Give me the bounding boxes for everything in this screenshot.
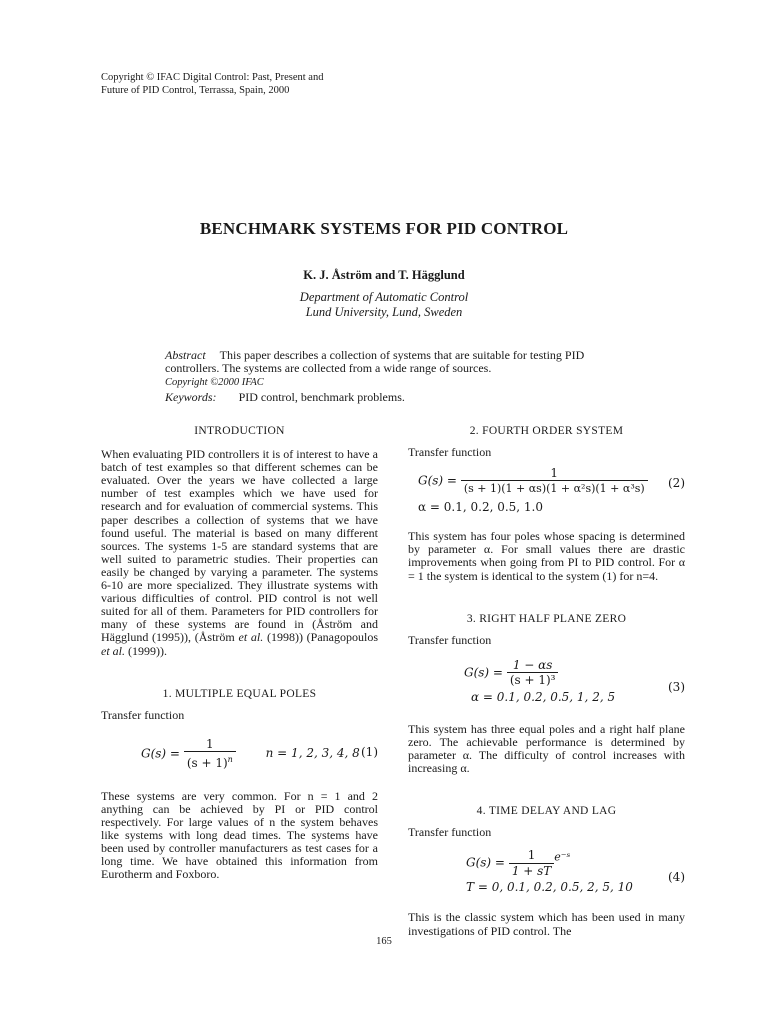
keywords [165, 390, 625, 405]
transfer-function-label-2: Transfer function [408, 445, 492, 460]
eq1-denominator [184, 751, 236, 770]
eq1-lhs: G(s) = [141, 746, 180, 761]
equation-2 [418, 467, 685, 501]
copyright-line-2: Future of PID Control, Terrassa, Spain, 2000 [101, 85, 290, 96]
affiliation [0, 290, 768, 320]
eq1-condition: n = 1, 2, 3, 4, 8 [265, 746, 360, 761]
eq1-fraction [184, 738, 236, 770]
intro-text-a: When evaluating PID controllers it is of interest to have a batch of test examples so that different schemes can be evaluated. Over the years we have collected a large number of test examples which we have used for research and for evaluation of commercial systems. This paper describes a collection of systems that we have found useful. The material is based on many different sources. The systems 1-5 are standard systems that are well suited to parametric studies. Their properties can easily be changed by varying a parameter. The systems 6-10 are more specialized. They illustrate systems with various difficulties of control. PID control is not well suited for all of them. Parameters for PID controllers for many of these systems are found in (Åström and Hägglund (1995)), (Åström [101, 447, 378, 645]
transfer-function-label-4: Transfer function [408, 825, 492, 840]
abstract-copyright: Copyright ©2000 IFAC [165, 377, 264, 388]
section-heading-4: 4. TIME DELAY AND LAG [476, 805, 617, 818]
eq1-number: (1) [361, 744, 378, 759]
copyright-notice [101, 71, 401, 97]
eq3-numerator: 1 − αs [512, 657, 553, 672]
keywords-text: PID control, benchmark problems. [238, 390, 405, 404]
section-heading-3: 3. RIGHT HALF PLANE ZERO [466, 612, 627, 625]
left-column [101, 425, 378, 881]
eq2-denominator: (s + 1)(1 + αs)(1 + α²s)(1 + α³s) [461, 480, 648, 495]
eq4-lhs: G(s) = [466, 856, 505, 870]
right-column [408, 425, 685, 938]
eq4-number: (4) [668, 870, 685, 885]
eq4-denominator: 1 + sT [509, 863, 554, 878]
copyright-line-1: Copyright © IFAC Digital Control: Past, Present and [101, 72, 324, 83]
intro-text-b: (1998)) (Panagopoulos [263, 630, 379, 645]
transfer-function-label-3: Transfer function [408, 632, 492, 647]
section-4-paragraph: This is the classic system which has been used in many investigations of PID control. The [408, 910, 685, 938]
section-1-paragraph: These systems are very common. For n = 1 and 2 anything can be achieved by PI or PID control respectively. For large values of n the system behaves like systems with long dead times. The systems have been used by controller manufacturers as test cases for a long time. We have obtained this information from Eurotherm and Foxboro. [101, 788, 378, 882]
eq2-numerator: 1 [550, 466, 559, 481]
abstract [165, 349, 625, 389]
eq2-fraction [461, 467, 648, 495]
equation-3 [464, 659, 685, 691]
paper-title: BENCHMARK SYSTEMS FOR PID CONTROL [199, 219, 569, 238]
affiliation-line-2: Lund University, Lund, Sweden [305, 305, 463, 319]
section-heading-2: 2. FOURTH ORDER SYSTEM [469, 425, 624, 437]
eq4-fraction [509, 849, 554, 877]
page-number: 165 [376, 936, 392, 947]
eq1-den-base: (s + 1) [186, 755, 228, 770]
eq3-fraction [507, 659, 559, 687]
section-heading-introduction: INTRODUCTION [194, 425, 285, 437]
paper-authors: K. J. Åström and T. Hägglund [303, 268, 465, 282]
eq2-condition: α = 0.1, 0.2, 0.5, 1.0 [418, 500, 544, 515]
section-3-paragraph: This system has three equal poles and a right half plane zero. The achievable performance is determined by parameter α. The difficulty of control increases with increasing α. [408, 721, 685, 776]
abstract-text: This paper describes a collection of systems that are suitable for testing PID controllers. The systems are collected from a wide range of sources. [165, 348, 585, 375]
intro-text-c: (1999)). [125, 643, 167, 658]
eq4-condition: T = 0, 0.1, 0.2, 0.5, 2, 5, 10 [466, 880, 633, 895]
eq4-numerator: 1 [527, 848, 536, 863]
affiliation-line-1: Department of Automatic Control [299, 290, 469, 304]
eq4-exponential: e⁻ˢ [554, 851, 571, 864]
introduction-paragraph [101, 448, 378, 658]
section-heading-1: 1. MULTIPLE EQUAL POLES [162, 687, 317, 700]
intro-etal-1: et al. [238, 630, 264, 645]
keywords-label: Keywords: [165, 390, 217, 404]
transfer-function-label-1: Transfer function [101, 707, 185, 722]
intro-etal-2: et al. [101, 643, 125, 658]
eq3-lhs: G(s) = [464, 665, 503, 680]
eq3-denominator: (s + 1)³ [507, 672, 559, 687]
eq1-den-exp: n [227, 754, 233, 764]
eq3-number: (3) [668, 679, 685, 694]
section-2-paragraph: This system has four poles whose spacing is determined by parameter α. For small values there are drastic improvements when going from PI to PID control. For α = 1 the system is identical to the system (1) for n=4. [408, 529, 685, 583]
equation-1 [141, 738, 378, 770]
eq3-condition: α = 0.1, 0.2, 0.5, 1, 2, 5 [471, 689, 616, 704]
eq1-numerator: 1 [205, 736, 214, 751]
eq2-number: (2) [668, 476, 685, 491]
eq2-lhs: G(s) = [418, 473, 457, 488]
equation-4 [466, 849, 685, 881]
abstract-label: Abstract [165, 348, 206, 362]
